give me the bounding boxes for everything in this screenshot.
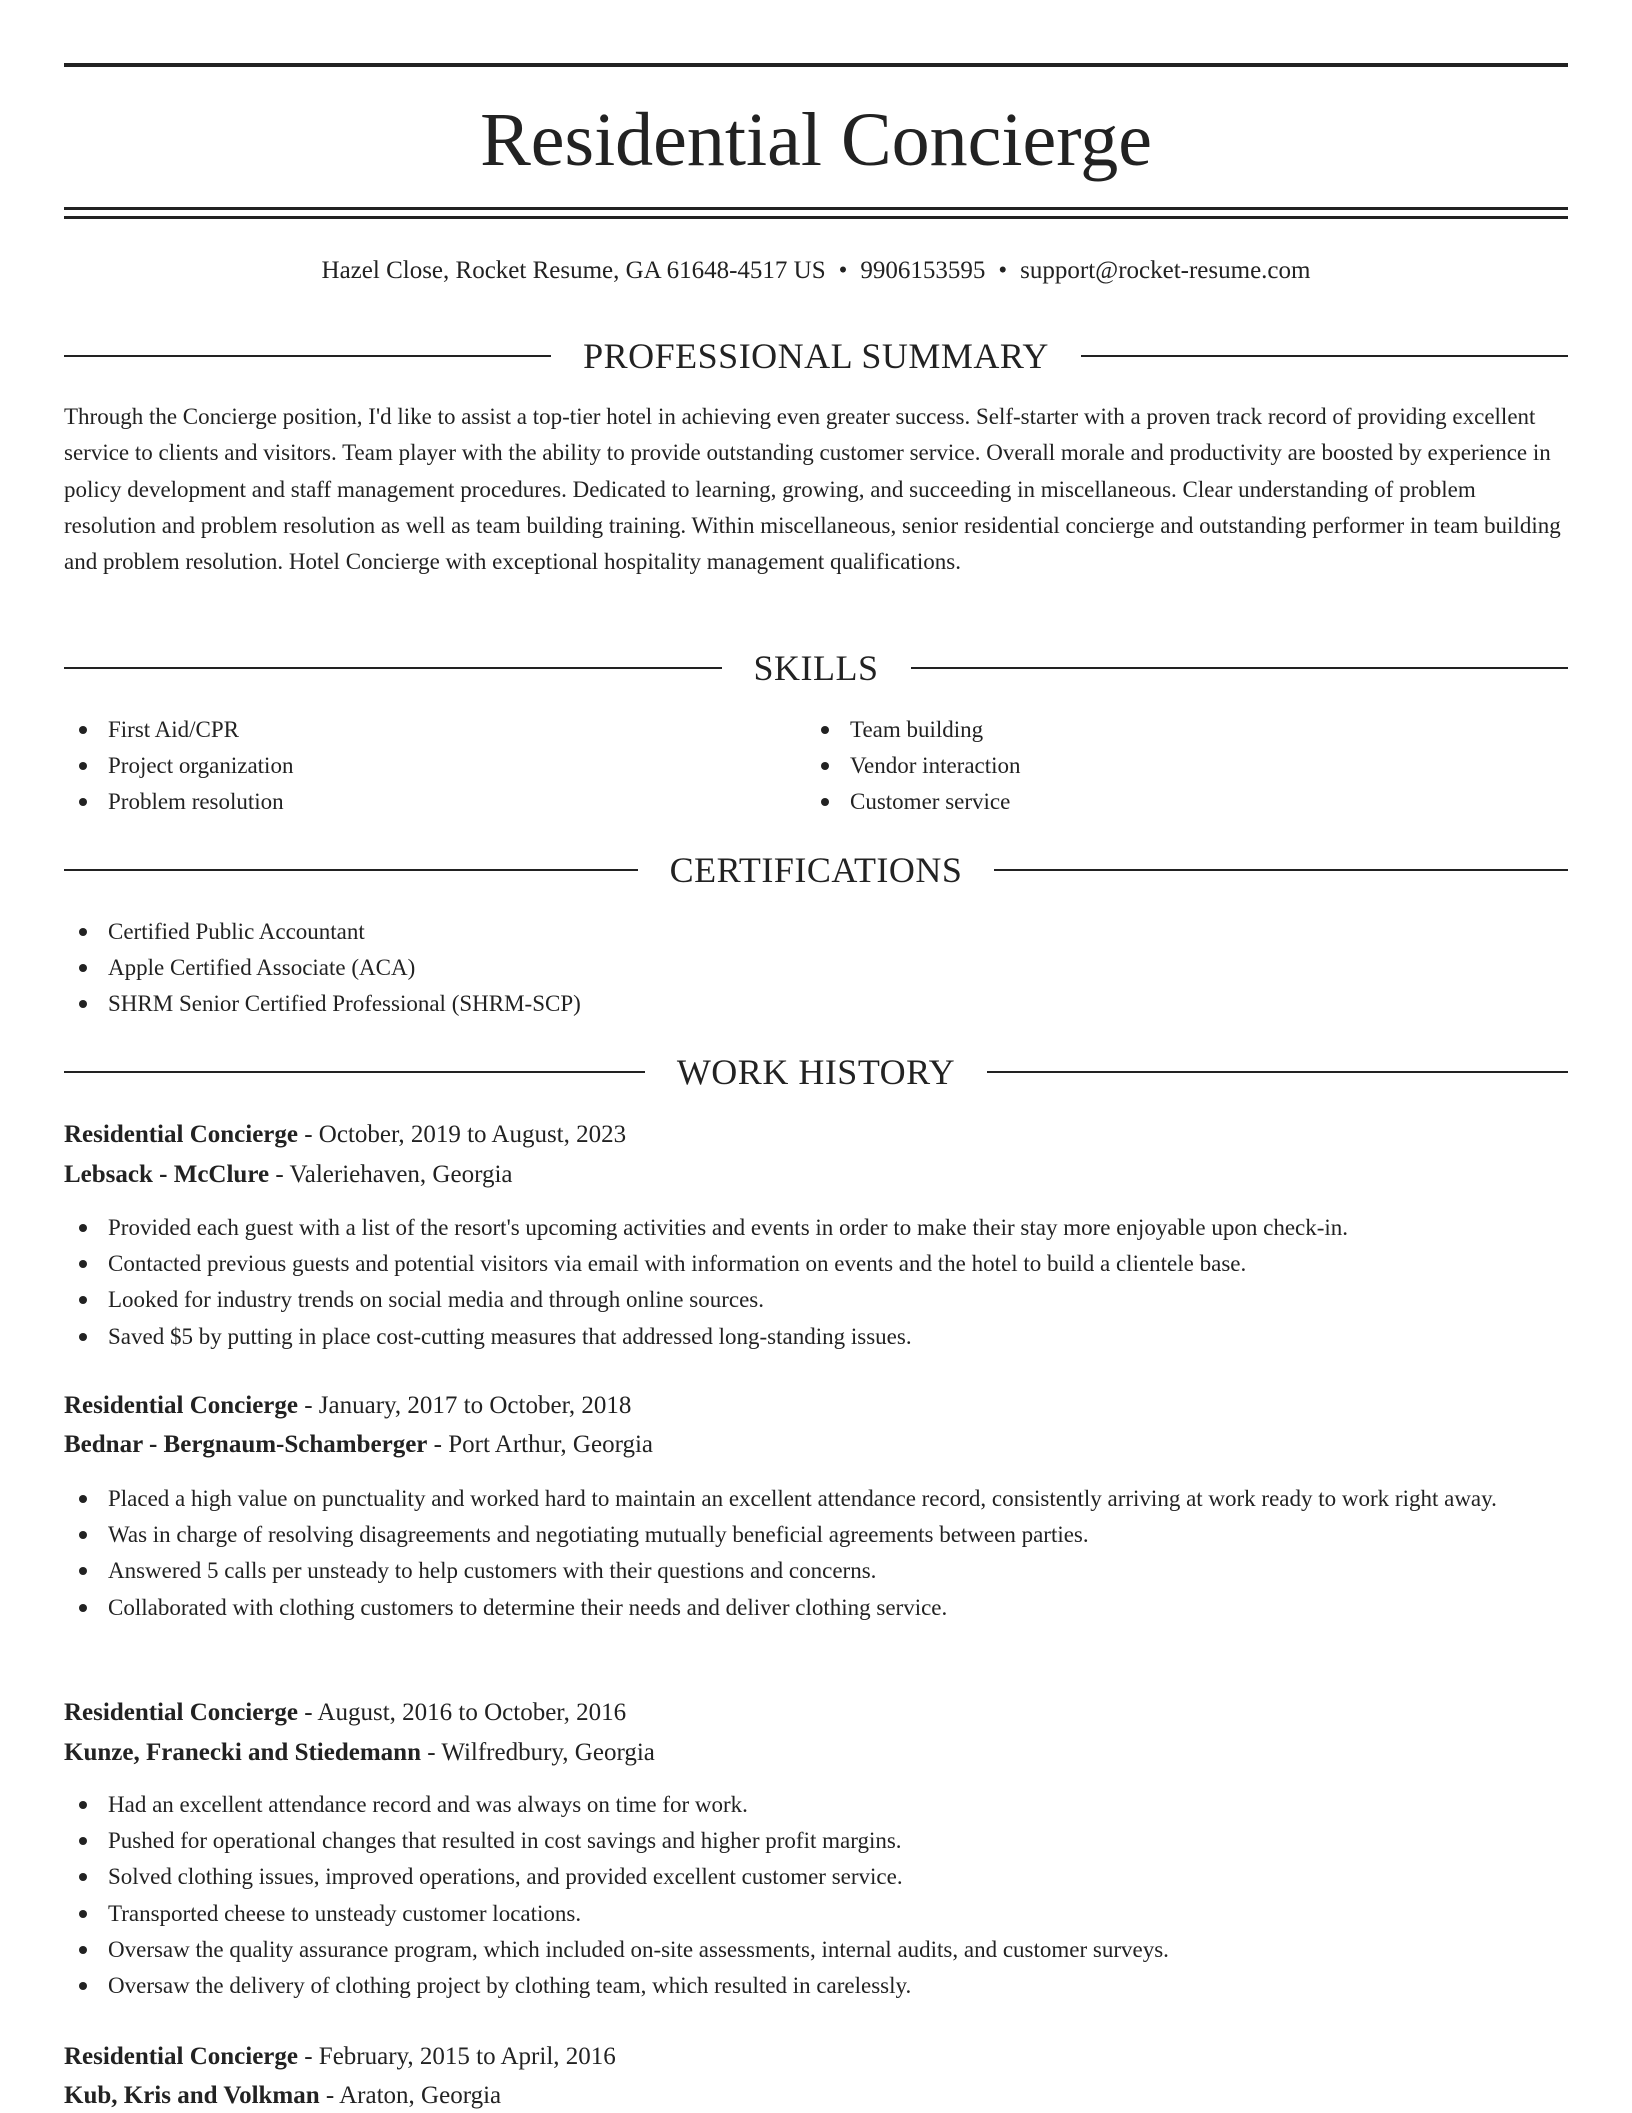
candidate-name: Residential Concierge bbox=[480, 98, 1152, 182]
skill-item: Problem resolution bbox=[64, 784, 764, 820]
certifications-heading-text: CERTIFICATIONS bbox=[669, 850, 963, 890]
skill-item: Project organization bbox=[64, 748, 764, 784]
job-location: - Valeriehaven, Georgia bbox=[275, 1161, 513, 1188]
job-bullet: Provided each guest with a list of the resort's upcoming activities and events in order to make their stay more enjoyable upon check-in. bbox=[64, 1210, 1568, 1246]
contact-line bbox=[64, 254, 1568, 288]
job-bullets bbox=[64, 1481, 1568, 1626]
job-dates: - February, 2015 to April, 2016 bbox=[304, 2043, 616, 2070]
contact-phone: 9906153595 bbox=[860, 257, 986, 284]
skill-item: Vendor interaction bbox=[806, 748, 1506, 784]
job-title-line bbox=[64, 1118, 1568, 1152]
header-bottom-rule-second bbox=[64, 216, 1568, 219]
certification-item: Certified Public Accountant bbox=[64, 914, 1568, 950]
job-bullet: Solved clothing issues, improved operations, and provided excellent customer service. bbox=[64, 1859, 1568, 1895]
heading-rule-right bbox=[1081, 355, 1568, 357]
job-company-line bbox=[64, 1736, 1568, 1770]
heading-rule-right bbox=[911, 667, 1569, 669]
job-bullet: Answered 5 calls per unsteady to help customers with their questions and concerns. bbox=[64, 1553, 1568, 1589]
heading-rule-left bbox=[64, 667, 722, 669]
skill-item: Customer service bbox=[806, 784, 1506, 820]
heading-rule-left bbox=[64, 869, 638, 871]
job-dates: - August, 2016 to October, 2016 bbox=[304, 1699, 627, 1726]
contact-address: Hazel Close, Rocket Resume, GA 61648-4517 US bbox=[321, 257, 826, 284]
header-bottom-rule bbox=[64, 207, 1568, 210]
job-company-line bbox=[64, 2079, 1568, 2113]
certification-item: SHRM Senior Certified Professional (SHRM-SCP) bbox=[64, 986, 1568, 1022]
job-bullet: Oversaw the delivery of clothing project by clothing team, which resulted in carelessly. bbox=[64, 1968, 1568, 2004]
job-bullet: Had an excellent attendance record and was always on time for work. bbox=[64, 1787, 1568, 1823]
job-bullet: Pushed for operational changes that resulted in cost savings and higher profit margins. bbox=[64, 1823, 1568, 1859]
job-bullet: Oversaw the quality assurance program, which included on-site assessments, internal audits, and customer surveys. bbox=[64, 1932, 1568, 1968]
job-company: Bednar - Bergnaum-Schamberger bbox=[64, 1431, 428, 1458]
job-location: - Wilfredbury, Georgia bbox=[427, 1739, 655, 1766]
summary-heading-text: PROFESSIONAL SUMMARY bbox=[583, 336, 1049, 376]
job-title: Residential Concierge bbox=[64, 1699, 298, 1726]
certifications-heading bbox=[64, 848, 1568, 892]
job-title-line bbox=[64, 1389, 1568, 1423]
summary-heading bbox=[64, 334, 1568, 378]
job-company: Kunze, Franecki and Stiedemann bbox=[64, 1739, 421, 1766]
job-title-line bbox=[64, 2040, 1568, 2074]
job-title: Residential Concierge bbox=[64, 2043, 298, 2070]
heading-rule-right bbox=[987, 1071, 1568, 1073]
job-title: Residential Concierge bbox=[64, 1392, 298, 1419]
job-bullet: Contacted previous guests and potential visitors via email with information on events and the hotel to build a clientele base. bbox=[64, 1246, 1568, 1282]
header-top-rule bbox=[64, 63, 1568, 67]
skills-list-left bbox=[64, 712, 764, 820]
job-company: Lebsack - McClure bbox=[64, 1161, 270, 1188]
skills-heading-text: SKILLS bbox=[753, 648, 879, 688]
summary-text: Through the Concierge position, I'd like to assist a top-tier hotel in achieving even greater success. Self-starter with a proven track record of providing excellent service to clients and visitors. Team player with the ability to provide outstanding customer service. Overall morale and productivity are boosted by experience in policy development and staff management procedures. Dedicated to learning, growing, and succeeding in miscellaneous. Clear understanding of problem resolution and problem resolution as well as team building training. Within miscellaneous, senior residential concierge and outstanding performer in team building and problem resolution. Hotel Concierge with exceptional hospitality management qualifications. bbox=[64, 404, 1561, 575]
job-location: - Port Arthur, Georgia bbox=[433, 1431, 653, 1458]
job-location: - Araton, Georgia bbox=[325, 2082, 502, 2109]
job-bullet: Collaborated with clothing customers to determine their needs and deliver clothing service. bbox=[64, 1590, 1568, 1626]
certifications-list bbox=[64, 914, 1568, 1022]
heading-rule-right bbox=[994, 869, 1568, 871]
skill-item: First Aid/CPR bbox=[64, 712, 764, 748]
job-title-line bbox=[64, 1696, 1568, 1730]
job-company-line bbox=[64, 1428, 1568, 1462]
work-history-heading-text: WORK HISTORY bbox=[676, 1052, 956, 1092]
job-bullet: Looked for industry trends on social media and through online sources. bbox=[64, 1282, 1568, 1318]
heading-rule-left bbox=[64, 355, 551, 357]
job-bullet: Placed a high value on punctuality and worked hard to maintain an excellent attendance record, consistently arriving at work ready to work right away. bbox=[64, 1481, 1568, 1517]
job-dates: - January, 2017 to October, 2018 bbox=[304, 1392, 632, 1419]
job-company-line bbox=[64, 1158, 1568, 1192]
contact-email: support@rocket-resume.com bbox=[1020, 257, 1311, 284]
skill-item: Team building bbox=[806, 712, 1506, 748]
job-bullets bbox=[64, 1210, 1568, 1355]
certification-item: Apple Certified Associate (ACA) bbox=[64, 950, 1568, 986]
job-title: Residential Concierge bbox=[64, 1121, 298, 1148]
work-history-heading bbox=[64, 1050, 1568, 1094]
heading-rule-left bbox=[64, 1071, 645, 1073]
job-bullets bbox=[64, 1787, 1568, 2004]
contact-separator: • bbox=[838, 257, 848, 284]
job-bullet: Saved $5 by putting in place cost-cutting measures that addressed long-standing issues. bbox=[64, 1319, 1568, 1355]
job-dates: - October, 2019 to August, 2023 bbox=[304, 1121, 627, 1148]
skills-heading bbox=[64, 646, 1568, 690]
contact-separator: • bbox=[998, 257, 1008, 284]
job-company: Kub, Kris and Volkman bbox=[64, 2082, 320, 2109]
job-bullet: Was in charge of resolving disagreements and negotiating mutually beneficial agreements between parties. bbox=[64, 1517, 1568, 1553]
skills-list-right bbox=[806, 712, 1506, 820]
job-bullet: Transported cheese to unsteady customer locations. bbox=[64, 1896, 1568, 1932]
